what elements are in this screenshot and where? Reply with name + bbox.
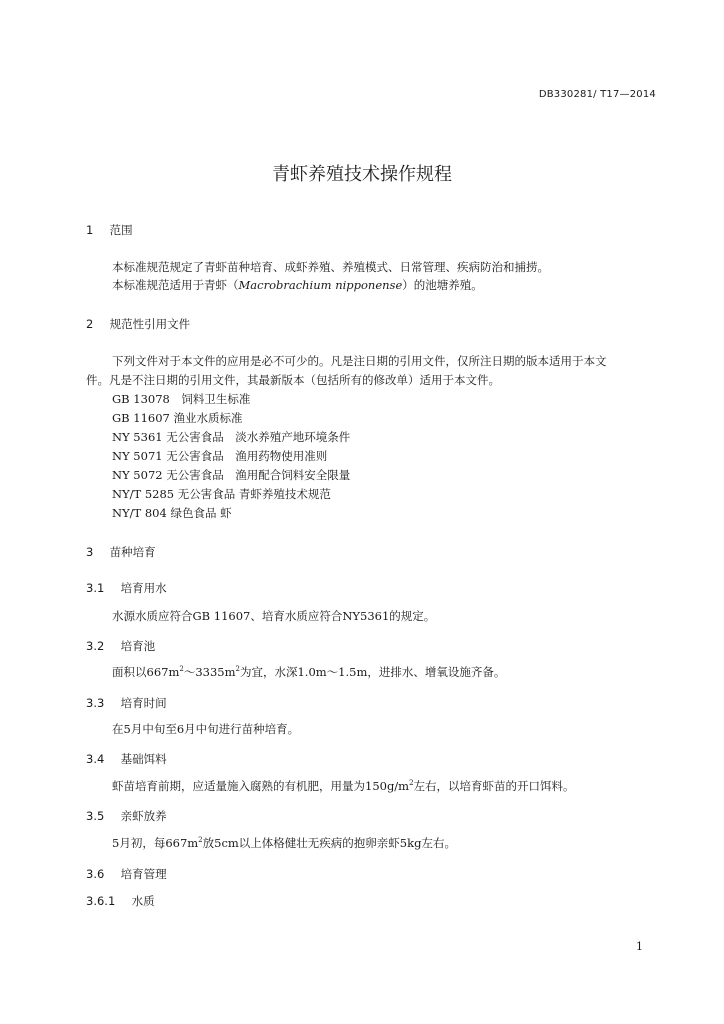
subsection-3-6-heading xyxy=(86,866,167,882)
section-title: 培育池 xyxy=(120,639,156,653)
section-number: 3.6.1 xyxy=(86,894,116,908)
section-number: 1 xyxy=(86,223,94,237)
s3-3-text: 在5月中旬至6月中旬进行苗种培育。 xyxy=(112,722,300,736)
reference-item: NY 5071 无公害食品 渔用药物使用准则 xyxy=(112,449,328,463)
superscript: 2 xyxy=(179,665,184,674)
subsection-3-5-heading xyxy=(86,808,167,824)
text: 本标准规范适用于青虾（ xyxy=(112,278,239,292)
latin-name: Macrobrachium nipponense xyxy=(238,278,403,292)
section-title: 培育管理 xyxy=(120,867,167,881)
reference-item: NY/T 804 绿色食品 虾 xyxy=(112,506,232,520)
section-title: 基础饵料 xyxy=(120,752,167,766)
s2-intro-line-1: 下列文件对于本文件的应用是必不可少的。凡是注日期的引用文件，仅所注日期的版本适用于本文 xyxy=(112,354,607,368)
s3-5-text xyxy=(112,835,456,851)
superscript: 2 xyxy=(409,779,414,788)
section-number: 3 xyxy=(86,545,94,559)
s2-intro-line-2: 件。凡是不注日期的引用文件，其最新版本（包括所有的修改单）适用于本文件。 xyxy=(86,373,500,387)
section-1-heading xyxy=(86,222,133,238)
section-title: 培育用水 xyxy=(120,581,167,595)
text: 虾苗培育前期，应适量施入腐熟的有机肥，用量为150g/m xyxy=(112,779,410,793)
superscript: 2 xyxy=(198,836,203,845)
section-number: 3.3 xyxy=(86,696,105,710)
text: 为宜，水深1.0m～1.5m，进排水、增氧设施齐备。 xyxy=(239,665,506,679)
section-number: 3.4 xyxy=(86,752,105,766)
page-number: 1 xyxy=(636,940,643,953)
document-number: DB330281/ T17—2014 xyxy=(538,89,656,100)
text: 5月初，每667m xyxy=(112,836,199,850)
subsection-3-3-heading xyxy=(86,695,167,711)
s3-4-text xyxy=(112,778,575,794)
document-title: 青虾养殖技术操作规程 xyxy=(272,164,452,185)
section-number: 3.2 xyxy=(86,639,105,653)
subsection-3-1-heading xyxy=(86,580,167,596)
reference-item: GB 13078 饲料卫生标准 xyxy=(112,392,251,406)
text: 左右，以培育虾苗的开口饵料。 xyxy=(413,779,575,793)
subsection-3-4-heading xyxy=(86,751,167,767)
s1-paragraph-1: 本标准规范规定了青虾苗种培育、成虾养殖、养殖模式、日常管理、疾病防治和捕捞。 xyxy=(112,260,549,274)
reference-item: NY/T 5285 无公害食品 青虾养殖技术规范 xyxy=(112,487,331,501)
s3-2-text xyxy=(112,664,505,680)
section-title: 苗种培育 xyxy=(109,545,156,559)
reference-item: GB 11607 渔业水质标准 xyxy=(112,411,243,425)
section-number: 3.1 xyxy=(86,581,105,595)
s3-1-text: 水源水质应符合GB 11607、培育水质应符合NY5361的规定。 xyxy=(112,609,436,623)
section-title: 水质 xyxy=(131,894,155,908)
s1-paragraph-2 xyxy=(112,277,483,293)
section-title: 范围 xyxy=(109,223,133,237)
section-number: 3.6 xyxy=(86,867,105,881)
section-number: 3.5 xyxy=(86,809,105,823)
text: 面积以667m xyxy=(112,665,180,679)
reference-item: NY 5072 无公害食品 渔用配合饲料安全限量 xyxy=(112,468,351,482)
text: 放5cm以上体格健壮无疾病的抱卵亲虾5kg左右。 xyxy=(202,836,456,850)
section-2-heading xyxy=(86,316,190,332)
text: ～3335m xyxy=(183,665,236,679)
section-number: 2 xyxy=(86,317,94,331)
reference-item: NY 5361 无公害食品 淡水养殖产地环境条件 xyxy=(112,430,351,444)
text: ）的池塘养殖。 xyxy=(402,278,483,292)
section-title: 规范性引用文件 xyxy=(109,317,191,331)
superscript: 2 xyxy=(235,665,240,674)
section-title: 培育时间 xyxy=(120,696,167,710)
subsection-3-2-heading xyxy=(86,638,155,654)
section-3-heading xyxy=(86,544,156,560)
subsection-3-6-1-heading xyxy=(86,893,155,909)
section-title: 亲虾放养 xyxy=(120,809,167,823)
